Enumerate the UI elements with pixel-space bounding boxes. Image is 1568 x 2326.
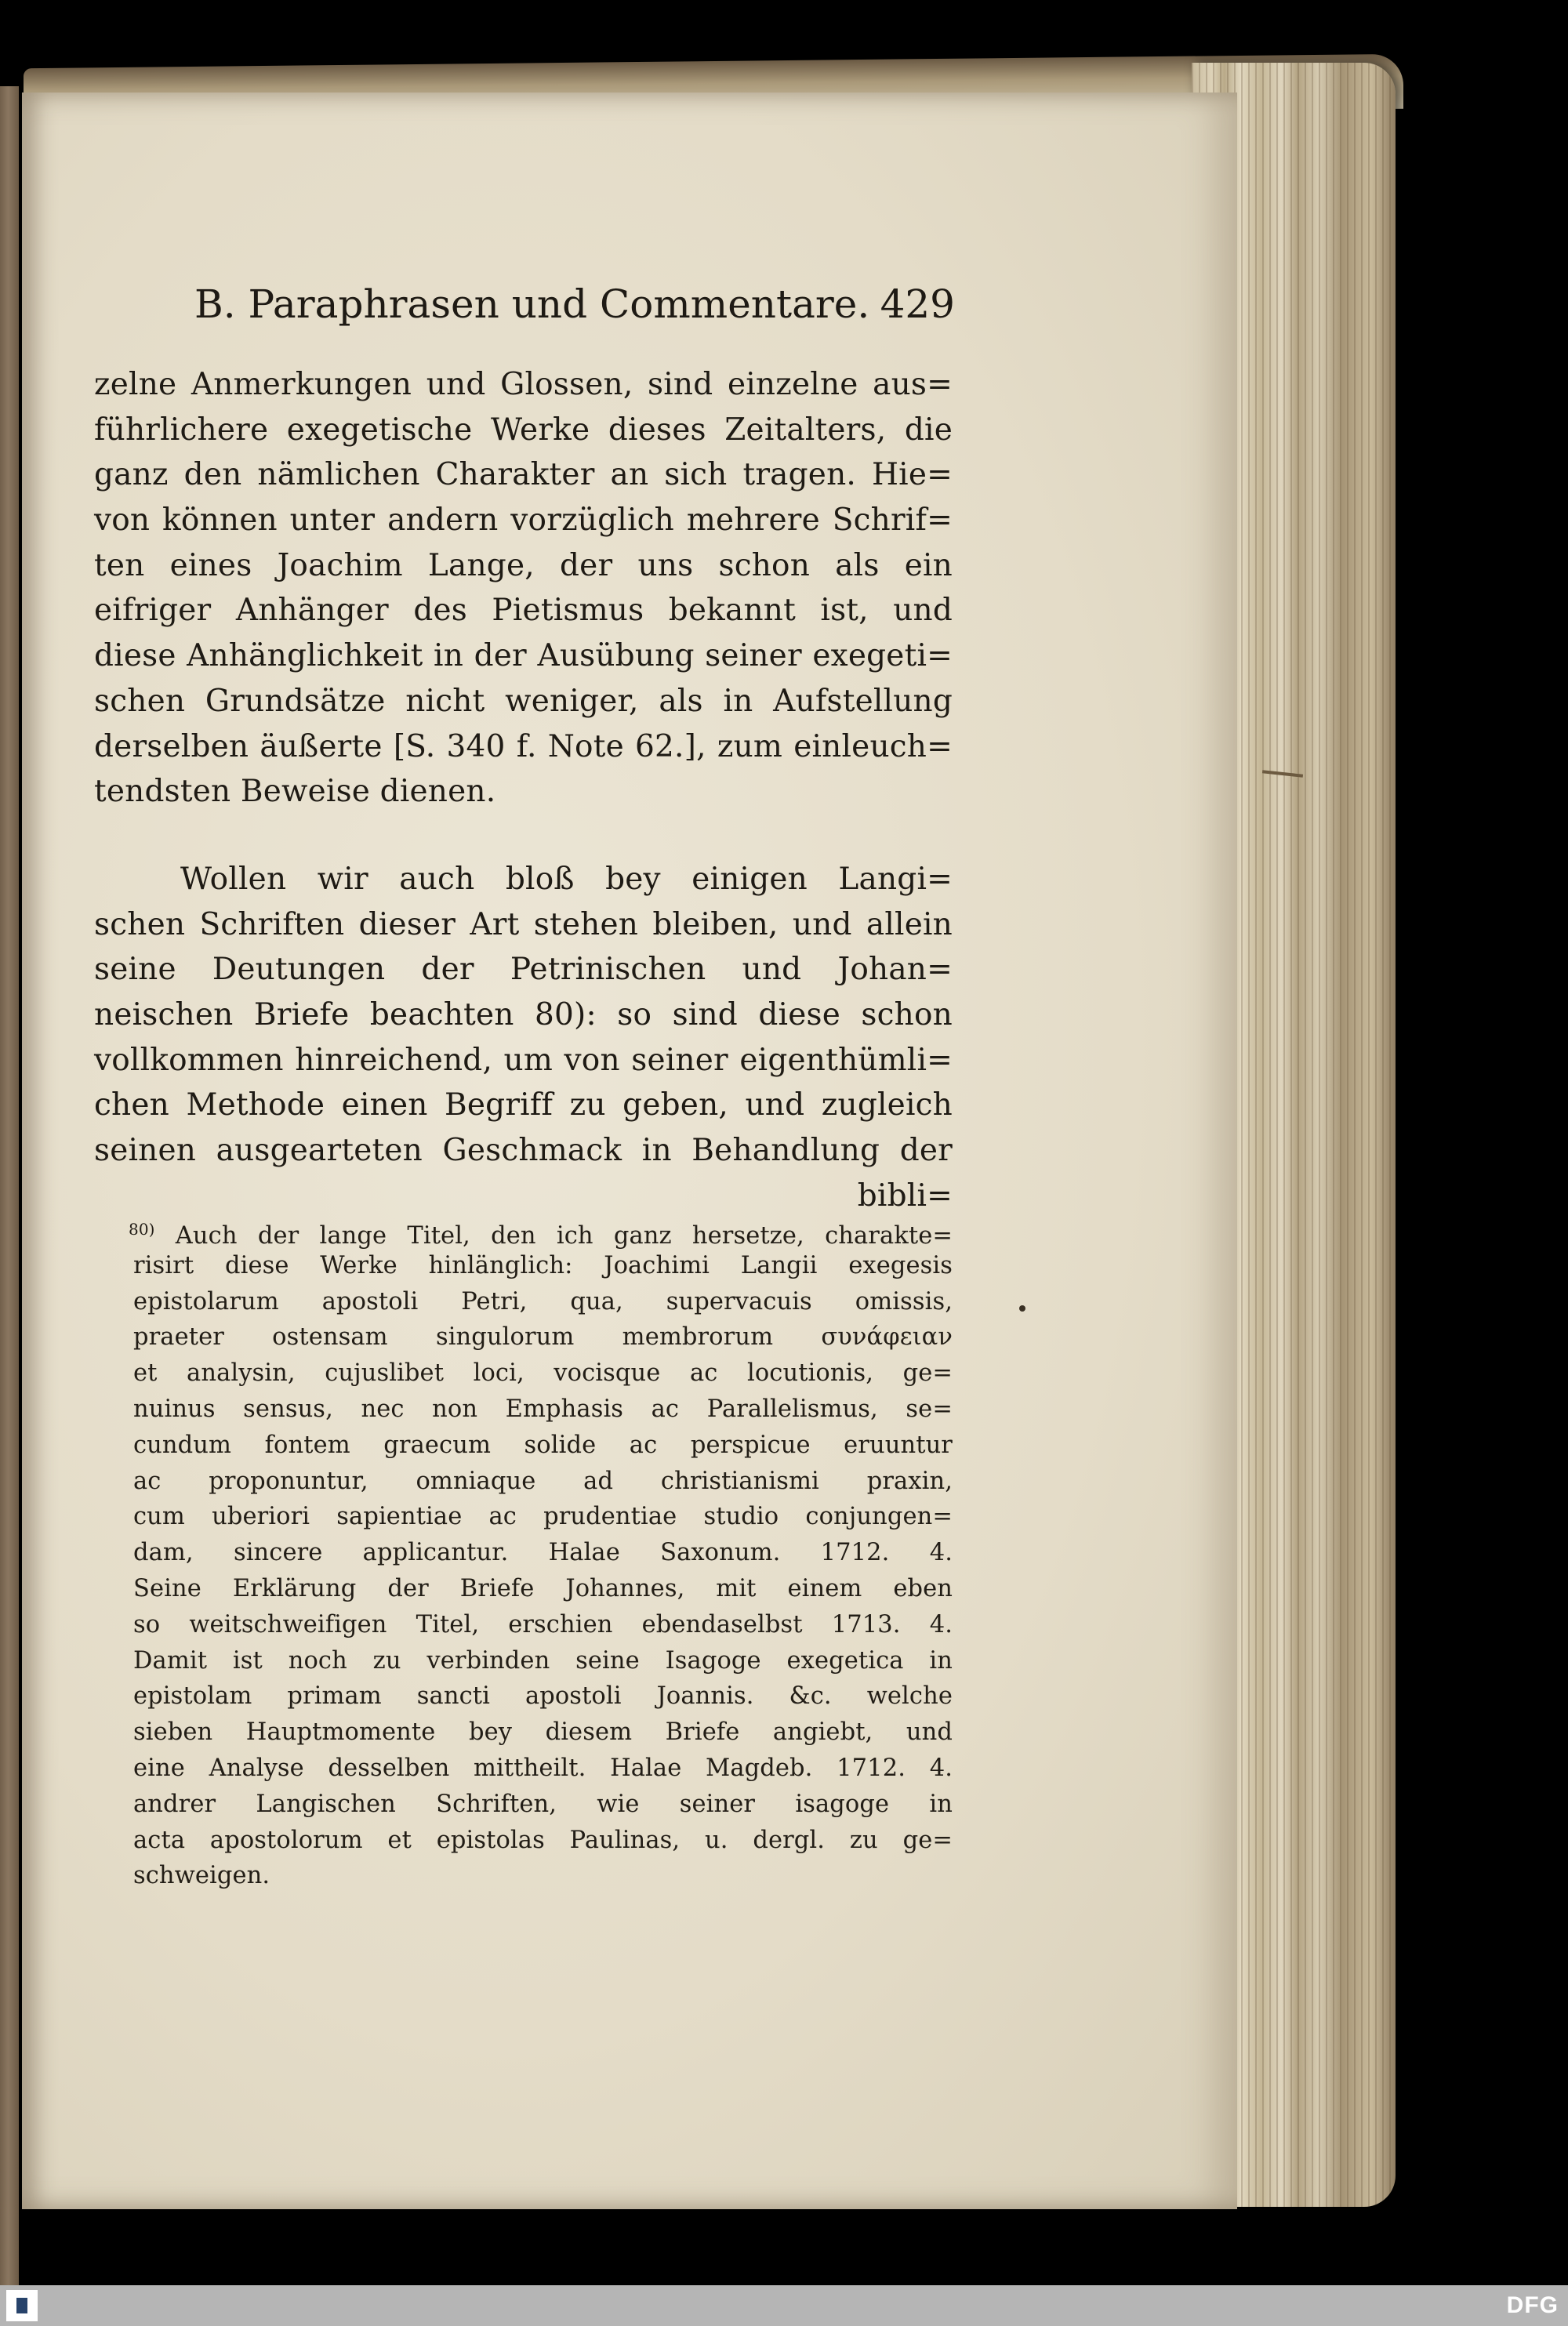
footnote-line: acta apostolorum et epistolas Paulinas, u. dergl. zu ge= — [133, 1826, 953, 1854]
footnote-line: epistolarum apostoli Petri, qua, supervacuis omissis, — [133, 1287, 953, 1315]
text-line: chen Methode einen Begriff zu geben, und zugleich — [94, 1087, 953, 1123]
footnote-line: cundum fontem graecum solide ac perspicue eruuntur — [133, 1431, 953, 1459]
text-line: schen Schriften dieser Art stehen bleiben, und allein — [94, 906, 953, 942]
footnote-line: praeter ostensam singulorum membrorum συνάφειαν — [133, 1323, 953, 1352]
text-line: von können unter andern vorzüglich mehrere Schrif= — [94, 503, 953, 539]
dfg-logo[interactable]: DFG — [1506, 2292, 1559, 2318]
footnote-line: dam, sincere applicantur. Halae Saxonum. 1712. 4. — [133, 1539, 953, 1567]
page-number: 429 — [880, 281, 955, 327]
text-line: derselben äußerte [S. 340 f. Note 62.], zum einleuch= — [94, 728, 953, 764]
footnote-line: so weitschweifigen Titel, erschien ebendaselbst 1713. 4. — [133, 1610, 953, 1638]
text-line: zelne Anmerkungen und Glossen, sind einzelne aus= — [94, 367, 953, 402]
text-line: diese Anhänglichkeit in der Ausübung seiner exegeti= — [94, 638, 953, 674]
text-line: schen Grundsätze nicht weniger, als in Aufstellung — [94, 683, 953, 719]
footnote-line: eine Analyse desselben mittheilt. Halae Magdeb. 1712. 4. — [133, 1754, 953, 1782]
footnote-line: nuinus sensus, nec non Emphasis ac Parallelismus, se= — [133, 1395, 953, 1423]
running-title: B. Paraphrasen und Commentare. — [194, 281, 870, 327]
text-line: eifriger Anhänger des Pietismus bekannt ist, und — [94, 593, 953, 629]
text-line: ganz den nämlichen Charakter an sich tragen. Hie= — [94, 457, 953, 493]
library-logo-icon[interactable] — [6, 2290, 38, 2321]
text-line: seine Deutungen der Petrinischen und Johan= — [94, 952, 953, 988]
viewer-footer — [0, 2285, 1568, 2326]
text-line: führlichere exegetische Werke dieses Zeitalters, die — [94, 412, 953, 448]
footnote-line: et analysin, cujuslibet loci, vocisque ac locutionis, ge= — [133, 1359, 953, 1388]
footnote-line: risirt diese Werke hinlänglich: Joachimi Langii exegesis — [133, 1251, 953, 1279]
text-line: vollkommen hinreichend, um von seiner eigenthümli= — [94, 1042, 953, 1078]
footnote-line: epistolam primam sancti apostoli Joannis. &c. welche — [133, 1682, 953, 1711]
previous-page-edge — [0, 86, 19, 2285]
footnote-marker: 80) — [129, 1220, 155, 1239]
footnote-line: cum uberiori sapientiae ac prudentiae studio conjungen= — [133, 1503, 953, 1531]
text-line: Wollen wir auch bloß bey einigen Langi= — [180, 861, 953, 897]
footnote-line: ac proponuntur, omniaque ad christianismi praxin, — [133, 1467, 953, 1495]
text-line: seinen ausgearteten Geschmack in Behandlung der — [94, 1133, 953, 1168]
footnote — [129, 1212, 953, 1894]
footnote-line: sieben Hauptmomente bey diesem Briefe angiebt, und — [133, 1718, 953, 1747]
running-header — [194, 273, 955, 336]
footnote-first-line-text: Auch der lange Titel, den ich ganz hersetze, charakte= — [175, 1222, 953, 1250]
footnote-line: Damit ist noch zu verbinden seine Isagoge exegetica in — [133, 1646, 953, 1675]
main-text — [94, 362, 953, 1218]
text-line: tendsten Beweise dienen. — [94, 774, 496, 810]
footnote-line: schweigen. — [133, 1862, 270, 1890]
footnote-line — [129, 1212, 953, 1248]
catchword: bibli= — [857, 1178, 953, 1214]
ink-spot — [1019, 1305, 1025, 1312]
text-line: neischen Briefe beachten 80): so sind diese schon — [94, 996, 953, 1032]
text-line: ten eines Joachim Lange, der uns schon als ein — [94, 547, 953, 583]
footnote-line: Seine Erklärung der Briefe Johannes, mit einem eben — [133, 1574, 953, 1602]
footnote-line: andrer Langischen Schriften, wie seiner isagoge in — [133, 1790, 953, 1818]
